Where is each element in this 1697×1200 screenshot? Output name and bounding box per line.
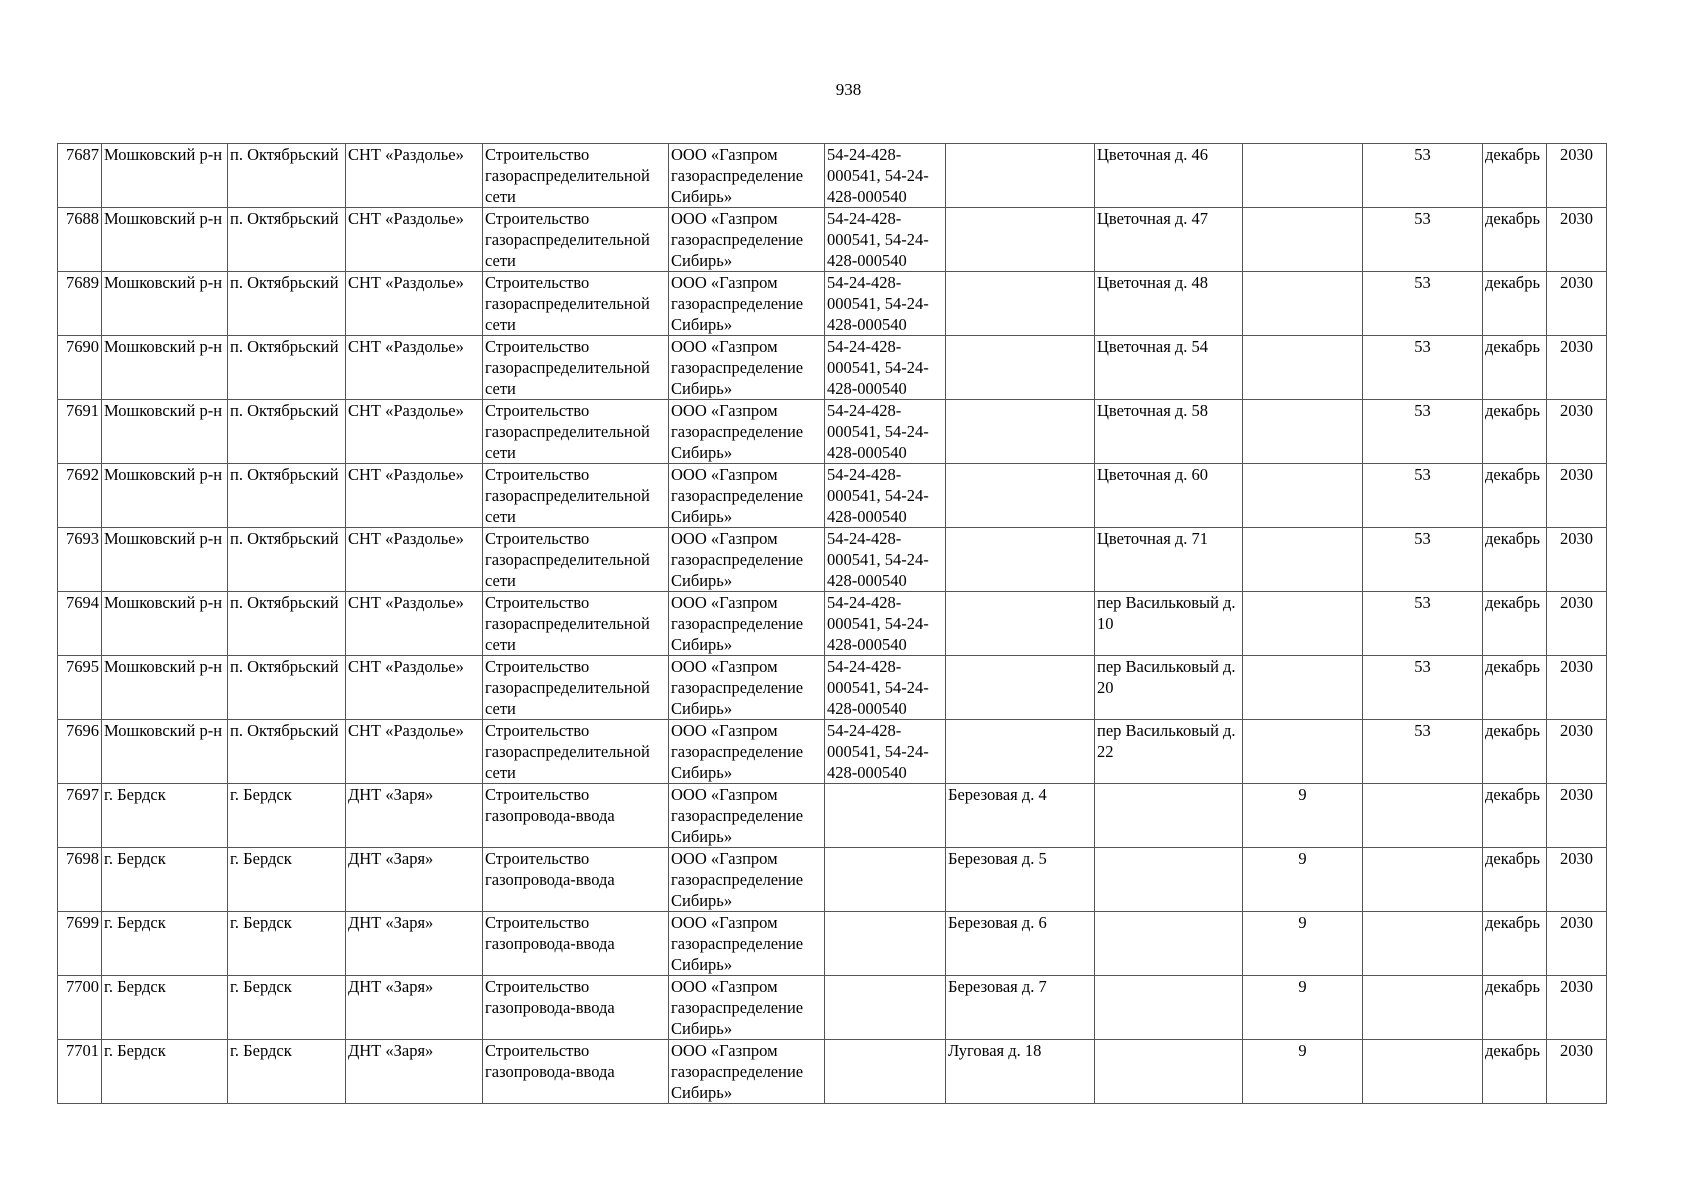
quantity-alt-cell: 53 bbox=[1363, 400, 1483, 464]
quantity-alt-cell: 53 bbox=[1363, 592, 1483, 656]
table-row bbox=[58, 1040, 1607, 1104]
row-number-cell: 7701 bbox=[58, 1040, 102, 1104]
quantity-alt-cell: 53 bbox=[1363, 464, 1483, 528]
month-cell: декабрь bbox=[1483, 272, 1547, 336]
year-cell: 2030 bbox=[1547, 592, 1607, 656]
row-number-cell: 7699 bbox=[58, 912, 102, 976]
object-cell: ДНТ «Заря» bbox=[346, 1040, 483, 1104]
settlement-cell: п. Октябрьский bbox=[228, 272, 346, 336]
row-number-cell: 7693 bbox=[58, 528, 102, 592]
cadastre-cell bbox=[825, 848, 946, 912]
quantity-alt-cell: 53 bbox=[1363, 720, 1483, 784]
cadastre-cell: 54-24-428-000541, 54-24-428-000540 bbox=[825, 336, 946, 400]
settlement-cell: г. Бердск bbox=[228, 848, 346, 912]
table-row bbox=[58, 400, 1607, 464]
cadastre-cell bbox=[825, 912, 946, 976]
object-cell: ДНТ «Заря» bbox=[346, 976, 483, 1040]
address-alt-cell: Цветочная д. 47 bbox=[1095, 208, 1243, 272]
object-cell: ДНТ «Заря» bbox=[346, 848, 483, 912]
work-type-cell: Строительство газораспределительной сети bbox=[483, 528, 669, 592]
address-cell bbox=[946, 720, 1095, 784]
quantity-cell bbox=[1243, 144, 1363, 208]
month-cell: декабрь bbox=[1483, 784, 1547, 848]
organization-cell: ООО «Газпром газораспределение Сибирь» bbox=[669, 976, 825, 1040]
address-cell: Березовая д. 6 bbox=[946, 912, 1095, 976]
object-cell: СНТ «Раздолье» bbox=[346, 400, 483, 464]
organization-cell: ООО «Газпром газораспределение Сибирь» bbox=[669, 208, 825, 272]
month-cell: декабрь bbox=[1483, 592, 1547, 656]
row-number-cell: 7691 bbox=[58, 400, 102, 464]
settlement-cell: п. Октябрьский bbox=[228, 656, 346, 720]
row-number-cell: 7695 bbox=[58, 656, 102, 720]
district-cell: Мошковский р-н bbox=[102, 528, 228, 592]
address-alt-cell bbox=[1095, 1040, 1243, 1104]
table-row bbox=[58, 912, 1607, 976]
address-alt-cell: Цветочная д. 48 bbox=[1095, 272, 1243, 336]
address-cell: Березовая д. 4 bbox=[946, 784, 1095, 848]
object-cell: СНТ «Раздолье» bbox=[346, 208, 483, 272]
table-row bbox=[58, 528, 1607, 592]
quantity-cell bbox=[1243, 400, 1363, 464]
table-body bbox=[58, 144, 1607, 1104]
year-cell: 2030 bbox=[1547, 400, 1607, 464]
settlement-cell: г. Бердск bbox=[228, 784, 346, 848]
quantity-alt-cell bbox=[1363, 912, 1483, 976]
settlement-cell: п. Октябрьский bbox=[228, 592, 346, 656]
district-cell: Мошковский р-н bbox=[102, 592, 228, 656]
quantity-alt-cell bbox=[1363, 1040, 1483, 1104]
district-cell: Мошковский р-н bbox=[102, 208, 228, 272]
month-cell: декабрь bbox=[1483, 336, 1547, 400]
table-row bbox=[58, 848, 1607, 912]
address-alt-cell: пер Васильковый д. 22 bbox=[1095, 720, 1243, 784]
organization-cell: ООО «Газпром газораспределение Сибирь» bbox=[669, 1040, 825, 1104]
address-alt-cell: Цветочная д. 71 bbox=[1095, 528, 1243, 592]
row-number-cell: 7687 bbox=[58, 144, 102, 208]
work-type-cell: Строительство газораспределительной сети bbox=[483, 336, 669, 400]
work-type-cell: Строительство газопровода-ввода bbox=[483, 784, 669, 848]
row-number-cell: 7697 bbox=[58, 784, 102, 848]
data-table bbox=[57, 143, 1607, 1104]
settlement-cell: г. Бердск bbox=[228, 1040, 346, 1104]
table-row bbox=[58, 272, 1607, 336]
address-alt-cell: Цветочная д. 54 bbox=[1095, 336, 1243, 400]
settlement-cell: г. Бердск bbox=[228, 912, 346, 976]
quantity-cell bbox=[1243, 464, 1363, 528]
address-alt-cell: пер Васильковый д. 10 bbox=[1095, 592, 1243, 656]
organization-cell: ООО «Газпром газораспределение Сибирь» bbox=[669, 912, 825, 976]
work-type-cell: Строительство газораспределительной сети bbox=[483, 464, 669, 528]
organization-cell: ООО «Газпром газораспределение Сибирь» bbox=[669, 528, 825, 592]
object-cell: СНТ «Раздолье» bbox=[346, 656, 483, 720]
settlement-cell: п. Октябрьский bbox=[228, 144, 346, 208]
year-cell: 2030 bbox=[1547, 976, 1607, 1040]
quantity-cell bbox=[1243, 272, 1363, 336]
address-cell bbox=[946, 528, 1095, 592]
organization-cell: ООО «Газпром газораспределение Сибирь» bbox=[669, 592, 825, 656]
year-cell: 2030 bbox=[1547, 720, 1607, 784]
district-cell: г. Бердск bbox=[102, 976, 228, 1040]
cadastre-cell bbox=[825, 1040, 946, 1104]
object-cell: ДНТ «Заря» bbox=[346, 912, 483, 976]
cadastre-cell: 54-24-428-000541, 54-24-428-000540 bbox=[825, 144, 946, 208]
row-number-cell: 7692 bbox=[58, 464, 102, 528]
work-type-cell: Строительство газораспределительной сети bbox=[483, 720, 669, 784]
organization-cell: ООО «Газпром газораспределение Сибирь» bbox=[669, 400, 825, 464]
quantity-alt-cell: 53 bbox=[1363, 656, 1483, 720]
quantity-alt-cell bbox=[1363, 848, 1483, 912]
district-cell: Мошковский р-н bbox=[102, 400, 228, 464]
table-row bbox=[58, 464, 1607, 528]
month-cell: декабрь bbox=[1483, 400, 1547, 464]
quantity-cell: 9 bbox=[1243, 1040, 1363, 1104]
year-cell: 2030 bbox=[1547, 784, 1607, 848]
address-cell bbox=[946, 656, 1095, 720]
month-cell: декабрь bbox=[1483, 912, 1547, 976]
district-cell: г. Бердск bbox=[102, 912, 228, 976]
quantity-alt-cell: 53 bbox=[1363, 144, 1483, 208]
organization-cell: ООО «Газпром газораспределение Сибирь» bbox=[669, 784, 825, 848]
cadastre-cell: 54-24-428-000541, 54-24-428-000540 bbox=[825, 656, 946, 720]
address-cell bbox=[946, 144, 1095, 208]
work-type-cell: Строительство газопровода-ввода bbox=[483, 912, 669, 976]
address-cell bbox=[946, 592, 1095, 656]
district-cell: г. Бердск bbox=[102, 1040, 228, 1104]
district-cell: Мошковский р-н bbox=[102, 656, 228, 720]
quantity-cell: 9 bbox=[1243, 912, 1363, 976]
year-cell: 2030 bbox=[1547, 848, 1607, 912]
organization-cell: ООО «Газпром газораспределение Сибирь» bbox=[669, 336, 825, 400]
row-number-cell: 7696 bbox=[58, 720, 102, 784]
object-cell: СНТ «Раздолье» bbox=[346, 464, 483, 528]
address-alt-cell bbox=[1095, 848, 1243, 912]
organization-cell: ООО «Газпром газораспределение Сибирь» bbox=[669, 720, 825, 784]
cadastre-cell: 54-24-428-000541, 54-24-428-000540 bbox=[825, 592, 946, 656]
quantity-cell bbox=[1243, 528, 1363, 592]
cadastre-cell: 54-24-428-000541, 54-24-428-000540 bbox=[825, 208, 946, 272]
cadastre-cell bbox=[825, 976, 946, 1040]
object-cell: СНТ «Раздолье» bbox=[346, 336, 483, 400]
month-cell: декабрь bbox=[1483, 464, 1547, 528]
district-cell: Мошковский р-н bbox=[102, 144, 228, 208]
row-number-cell: 7698 bbox=[58, 848, 102, 912]
row-number-cell: 7694 bbox=[58, 592, 102, 656]
settlement-cell: п. Октябрьский bbox=[228, 464, 346, 528]
cadastre-cell: 54-24-428-000541, 54-24-428-000540 bbox=[825, 528, 946, 592]
quantity-cell bbox=[1243, 592, 1363, 656]
object-cell: СНТ «Раздолье» bbox=[346, 720, 483, 784]
organization-cell: ООО «Газпром газораспределение Сибирь» bbox=[669, 144, 825, 208]
address-alt-cell: Цветочная д. 60 bbox=[1095, 464, 1243, 528]
quantity-alt-cell bbox=[1363, 976, 1483, 1040]
address-cell: Березовая д. 5 bbox=[946, 848, 1095, 912]
address-cell bbox=[946, 208, 1095, 272]
month-cell: декабрь bbox=[1483, 208, 1547, 272]
year-cell: 2030 bbox=[1547, 208, 1607, 272]
address-alt-cell bbox=[1095, 784, 1243, 848]
address-alt-cell: Цветочная д. 46 bbox=[1095, 144, 1243, 208]
organization-cell: ООО «Газпром газораспределение Сибирь» bbox=[669, 464, 825, 528]
settlement-cell: п. Октябрьский bbox=[228, 400, 346, 464]
address-cell bbox=[946, 272, 1095, 336]
table-row bbox=[58, 336, 1607, 400]
address-alt-cell bbox=[1095, 976, 1243, 1040]
cadastre-cell: 54-24-428-000541, 54-24-428-000540 bbox=[825, 400, 946, 464]
address-cell bbox=[946, 336, 1095, 400]
month-cell: декабрь bbox=[1483, 656, 1547, 720]
organization-cell: ООО «Газпром газораспределение Сибирь» bbox=[669, 656, 825, 720]
work-type-cell: Строительство газопровода-ввода bbox=[483, 848, 669, 912]
quantity-alt-cell bbox=[1363, 784, 1483, 848]
object-cell: СНТ «Раздолье» bbox=[346, 144, 483, 208]
year-cell: 2030 bbox=[1547, 528, 1607, 592]
address-alt-cell: Цветочная д. 58 bbox=[1095, 400, 1243, 464]
cadastre-cell: 54-24-428-000541, 54-24-428-000540 bbox=[825, 464, 946, 528]
settlement-cell: п. Октябрьский bbox=[228, 720, 346, 784]
table-row bbox=[58, 144, 1607, 208]
cadastre-cell bbox=[825, 784, 946, 848]
table-row bbox=[58, 784, 1607, 848]
row-number-cell: 7690 bbox=[58, 336, 102, 400]
object-cell: СНТ «Раздолье» bbox=[346, 592, 483, 656]
year-cell: 2030 bbox=[1547, 1040, 1607, 1104]
year-cell: 2030 bbox=[1547, 144, 1607, 208]
quantity-cell: 9 bbox=[1243, 784, 1363, 848]
district-cell: г. Бердск bbox=[102, 848, 228, 912]
table-row bbox=[58, 656, 1607, 720]
year-cell: 2030 bbox=[1547, 464, 1607, 528]
address-alt-cell: пер Васильковый д. 20 bbox=[1095, 656, 1243, 720]
district-cell: Мошковский р-н bbox=[102, 720, 228, 784]
district-cell: Мошковский р-н bbox=[102, 464, 228, 528]
work-type-cell: Строительство газораспределительной сети bbox=[483, 272, 669, 336]
work-type-cell: Строительство газопровода-ввода bbox=[483, 976, 669, 1040]
table-row bbox=[58, 208, 1607, 272]
cadastre-cell: 54-24-428-000541, 54-24-428-000540 bbox=[825, 720, 946, 784]
district-cell: Мошковский р-н bbox=[102, 336, 228, 400]
quantity-alt-cell: 53 bbox=[1363, 272, 1483, 336]
address-alt-cell bbox=[1095, 912, 1243, 976]
row-number-cell: 7689 bbox=[58, 272, 102, 336]
year-cell: 2030 bbox=[1547, 336, 1607, 400]
work-type-cell: Строительство газопровода-ввода bbox=[483, 1040, 669, 1104]
settlement-cell: п. Октябрьский bbox=[228, 528, 346, 592]
month-cell: декабрь bbox=[1483, 528, 1547, 592]
address-cell: Луговая д. 18 bbox=[946, 1040, 1095, 1104]
work-type-cell: Строительство газораспределительной сети bbox=[483, 656, 669, 720]
organization-cell: ООО «Газпром газораспределение Сибирь» bbox=[669, 272, 825, 336]
settlement-cell: г. Бердск bbox=[228, 976, 346, 1040]
year-cell: 2030 bbox=[1547, 272, 1607, 336]
quantity-cell bbox=[1243, 336, 1363, 400]
organization-cell: ООО «Газпром газораспределение Сибирь» bbox=[669, 848, 825, 912]
work-type-cell: Строительство газораспределительной сети bbox=[483, 592, 669, 656]
quantity-alt-cell: 53 bbox=[1363, 528, 1483, 592]
quantity-cell bbox=[1243, 208, 1363, 272]
object-cell: ДНТ «Заря» bbox=[346, 784, 483, 848]
quantity-cell: 9 bbox=[1243, 848, 1363, 912]
quantity-alt-cell: 53 bbox=[1363, 208, 1483, 272]
address-cell: Березовая д. 7 bbox=[946, 976, 1095, 1040]
address-cell bbox=[946, 464, 1095, 528]
month-cell: декабрь bbox=[1483, 144, 1547, 208]
row-number-cell: 7688 bbox=[58, 208, 102, 272]
object-cell: СНТ «Раздолье» bbox=[346, 528, 483, 592]
object-cell: СНТ «Раздолье» bbox=[346, 272, 483, 336]
row-number-cell: 7700 bbox=[58, 976, 102, 1040]
work-type-cell: Строительство газораспределительной сети bbox=[483, 144, 669, 208]
settlement-cell: п. Октябрьский bbox=[228, 208, 346, 272]
work-type-cell: Строительство газораспределительной сети bbox=[483, 208, 669, 272]
year-cell: 2030 bbox=[1547, 912, 1607, 976]
table-row bbox=[58, 720, 1607, 784]
month-cell: декабрь bbox=[1483, 720, 1547, 784]
month-cell: декабрь bbox=[1483, 1040, 1547, 1104]
table-row bbox=[58, 976, 1607, 1040]
cadastre-cell: 54-24-428-000541, 54-24-428-000540 bbox=[825, 272, 946, 336]
address-cell bbox=[946, 400, 1095, 464]
work-type-cell: Строительство газораспределительной сети bbox=[483, 400, 669, 464]
quantity-cell bbox=[1243, 720, 1363, 784]
month-cell: декабрь bbox=[1483, 848, 1547, 912]
district-cell: Мошковский р-н bbox=[102, 272, 228, 336]
district-cell: г. Бердск bbox=[102, 784, 228, 848]
year-cell: 2030 bbox=[1547, 656, 1607, 720]
month-cell: декабрь bbox=[1483, 976, 1547, 1040]
page-number: 938 bbox=[835, 80, 862, 99]
settlement-cell: п. Октябрьский bbox=[228, 336, 346, 400]
table-row bbox=[58, 592, 1607, 656]
quantity-cell bbox=[1243, 656, 1363, 720]
quantity-cell: 9 bbox=[1243, 976, 1363, 1040]
quantity-alt-cell: 53 bbox=[1363, 336, 1483, 400]
